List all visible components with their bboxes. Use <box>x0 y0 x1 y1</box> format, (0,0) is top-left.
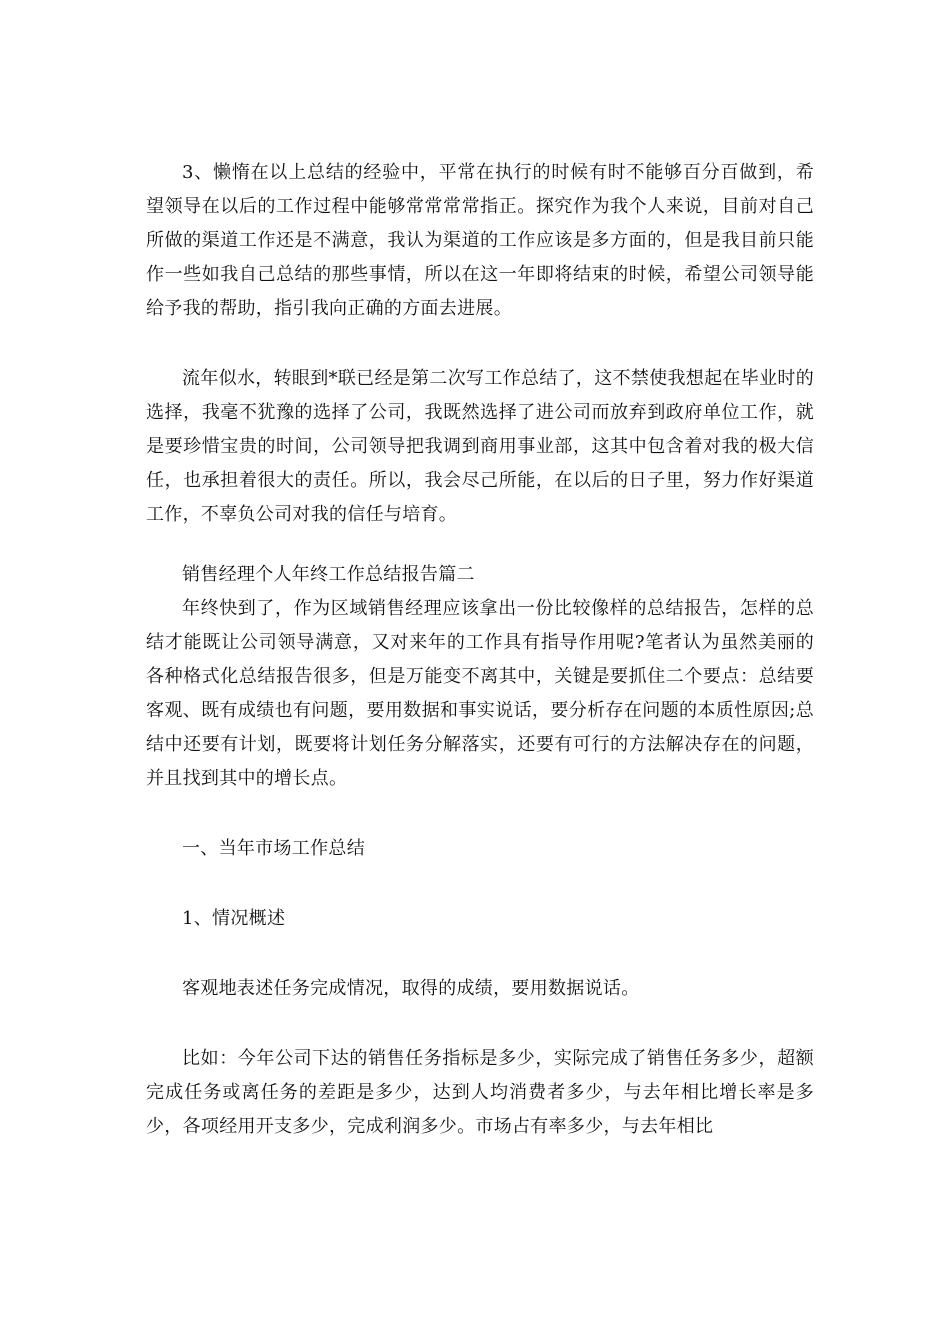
paragraph-year-end: 年终快到了，作为区域销售经理应该拿出一份比较像样的总结报告，怎样的总结才能既让公司领导满意，又对来年的工作具有指导作用呢?笔者认为虽然美丽的各种格式化总结报告很多，但是万能变不离其中，关键是要抓住二个要点：总结要客观、既有成绩也有问题，要用数据和事实说话，要分析存在问题的本质性原因;总结中还要有计划，既要将计划任务分解落实，还要有可行的方法解决存在的问题，并且找到其中的增长点。 <box>146 598 814 789</box>
section-title: 销售经理个人年终工作总结报告篇二 <box>182 564 475 585</box>
paragraph-laziness: 3、懒惰在以上总结的经验中，平常在执行的时候有时不能够百分百做到，希望领导在以后的工作过程中能够常常常常指正。探究作为我个人来说，目前对自己所做的渠道工作还是不满意，我认为渠道的工作应该是多方面的，但是我目前只能作一些如我自己总结的那些事情，所以在这一年即将结束的时候，希望公司领导能给予我的帮助，指引我向正确的方面去进展。 <box>146 162 814 319</box>
heading-overview: 1、情况概述 <box>182 908 286 929</box>
spacer <box>146 936 814 972</box>
paragraph-objective: 客观地表述任务完成情况，取得的成绩，要用数据说话。 <box>182 978 640 999</box>
paragraph-time-flies: 流年似水，转眼到*联已经是第二次写工作总结了，这不禁使我想起在毕业时的选择，我毫不犹豫的选择了公司，我既然选择了进公司而放弃到政府单位工作，就是要珍惜宝贵的时间，公司领导把我调到商用事业部，这其中包含着对我的极大信任，也承担着很大的责任。所以，我会尽己所能，在以后的日子里，努力作好渠道工作，不辜负公司对我的信任与培育。 <box>146 368 814 525</box>
spacer <box>146 796 814 832</box>
document-page <box>146 156 814 1144</box>
spacer <box>146 326 814 362</box>
spacer <box>146 1006 814 1042</box>
heading-market-summary: 一、当年市场工作总结 <box>182 838 365 859</box>
spacer <box>146 532 814 558</box>
spacer <box>146 866 814 902</box>
paragraph-example: 比如：今年公司下达的销售任务指标是多少，实际完成了销售任务多少，超额完成任务或离任务的差距是多少，达到人均消费者多少，与去年相比增长率是多少，各项经用开支多少，完成利润多少。市场占有率多少，与去年相比 <box>146 1048 814 1137</box>
